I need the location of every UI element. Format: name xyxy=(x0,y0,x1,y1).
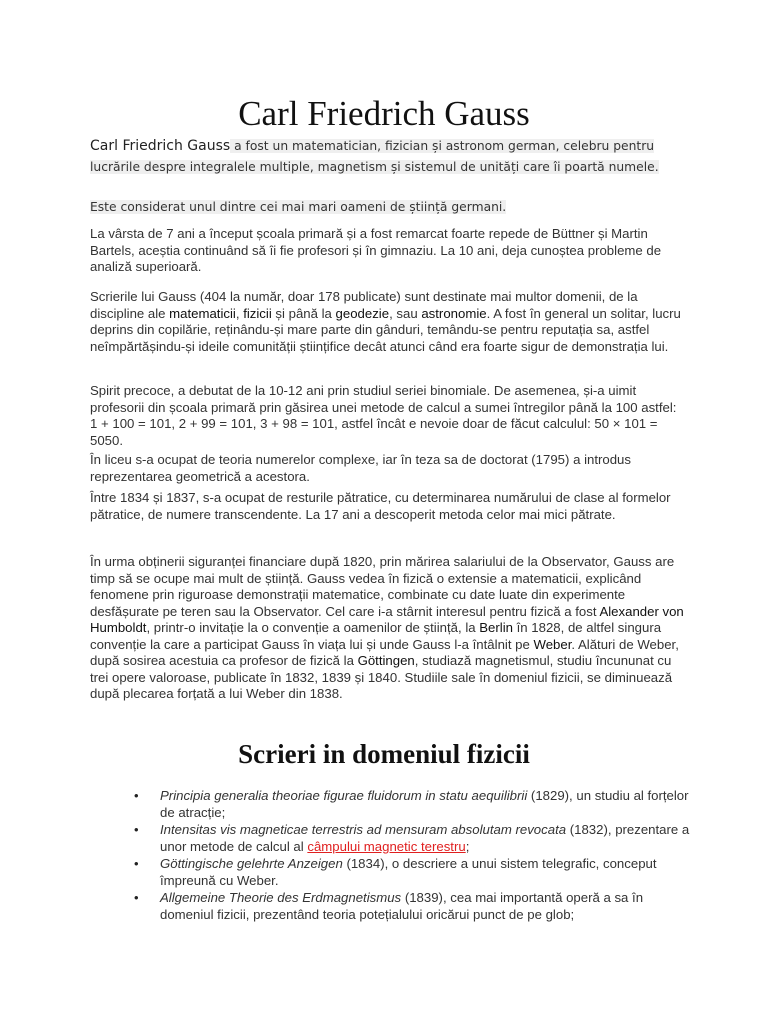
work-title: Allgemeine Theorie des Erdmagnetismus xyxy=(160,890,402,905)
intro-lead: Carl Friedrich Gauss xyxy=(90,138,231,154)
work-title: Göttingische gelehrte Anzeigen xyxy=(160,856,343,871)
paragraph-childhood: La vârsta de 7 ani a început școala primară și a fost remarcat foarte repede de Büttner și Martin Bartels, aceștia continuând să îi fie profesori și în gimnaziu. La 10 ani, deja cunoștea probleme de analiză superioară. xyxy=(90,226,662,274)
link-weber[interactable]: Weber xyxy=(533,636,572,652)
list-item: • Göttingische gelehrte Anzeigen (1834), o descriere a unui sistem telegrafic, conceput împreună cu Weber. xyxy=(132,856,692,889)
list-item: • Allgemeine Theorie des Erdmagnetismus (1839), cea mai importantă operă a sa în domeniul fizicii, prezentând teoria potețialului oricărui punct de pe glob; xyxy=(132,890,692,923)
link-matematicii[interactable]: matematicii xyxy=(169,305,236,321)
list-item: • Principia generalia theoriae figurae fluidorum in statu aequilibrii (1829), un studiu al forțelor de atracție; xyxy=(132,788,692,821)
paragraph-physics: În urma obținerii siguranței financiare după 1820, prin mărirea salariului de la Observator, Gauss are timp să se ocupe mai mult de știință. Gauss vedea în fizică o extensie a matematicii, explicând fenomene prin riguroase demonstrații matematice, combinate cu date luate din experimente desfășurate pe teren sau la Observator. Cel care i-a stârnit interesul pentru fizică a fost Alexander von Humboldt, printr-o invitație la o convenție a oamenilor de știință, la Berlin în 1828, de altfel singura convenție la care a participat Gauss în viața lui și unde Gauss l-a întâlnit pe Weber. Alături de Weber, după sosirea acestuia ca profesor de fizică la Göttingen, studiază magnetismul, studiu încununat cu trei opere valoroase, publicate în 1832, 1839 și 1840. Studiile sale în domeniul fizicii, se diminuează după plecarea forțată a lui Weber din 1838. xyxy=(90,554,684,701)
paragraph-precocious: Spirit precoce, a debutat de la 10-12 ani prin studiul seriei binomiale. De asemenea, și-a uimit profesorii din școala primară prin găsirea unei metode de calcul a sumei întregilor până la 100 astfel: 1 + 100 = 101, 2 + 99 = 101, 3 + 98 = 101, astfel încât e nevoie doar de făcut calculul: 50 × 101 = 5050. xyxy=(90,383,677,448)
intro-second-text: Este considerat unul dintre cei mai mari oameni de știință germani. xyxy=(90,200,507,214)
page-title: Carl Friedrich Gauss xyxy=(238,94,530,133)
link-camp-magnetic[interactable]: câmpului magnetic terestru xyxy=(307,838,466,854)
link-geodezie[interactable]: geodezie xyxy=(335,305,390,321)
paragraph-writings: Scrierile lui Gauss (404 la număr, doar 178 publicate) sunt destinate mai multor domenii, de la discipline ale matematicii, fizicii și până la geodezie, sau astronomie. A fost în general un solitar, lucru deprins din copilărie, reținându-și mare parte din gânduri, temându-se pentru reputația sa, astfel neîmpărtășindu-și ideile comunității științifice decât atunci când era foarte sigur de demonstrația lui. xyxy=(90,289,681,354)
intro-text: a fost un matematician, fizician și astronom german, celebru pentru lucrările despre integralele multiple, magnetism și sistemul de unități care îi poartă numele. xyxy=(90,139,659,174)
link-fizicii[interactable]: fizicii xyxy=(243,305,272,321)
link-gottingen[interactable]: Göttingen xyxy=(357,653,415,668)
intro-paragraph xyxy=(90,136,684,178)
link-berlin[interactable]: Berlin xyxy=(479,620,513,635)
work-title: Intensitas vis magneticae terrestris ad mensuram absolutam revocata xyxy=(160,822,567,837)
section-heading: Scrieri in domeniul fizicii xyxy=(238,739,530,769)
link-humboldt[interactable]: Alexander von Humboldt xyxy=(90,603,684,635)
list-item: • Intensitas vis magneticae terrestris ad mensuram absolutam revocata (1832), prezentare a unor metode de calcul al câmpului magnetic terestru; xyxy=(132,822,692,855)
paragraph-highschool: În liceu s-a ocupat de teoria numerelor complexe, iar în teza sa de doctorat (1795) a introdus reprezentarea geometrică a acestora. xyxy=(90,452,631,484)
works-list xyxy=(132,788,692,924)
intro-second xyxy=(90,197,684,217)
paragraph-residues: Între 1834 și 1837, s-a ocupat de resturile pătratice, cu determinarea numărului de clase al formelor pătratice, de numere transcendente. La 17 ani a descoperit metoda celor mai mici pătrate. xyxy=(90,490,671,522)
work-title: Principia generalia theoriae figurae fluidorum in statu aequilibrii xyxy=(160,788,528,803)
link-astronomie[interactable]: astronomie xyxy=(421,305,487,321)
